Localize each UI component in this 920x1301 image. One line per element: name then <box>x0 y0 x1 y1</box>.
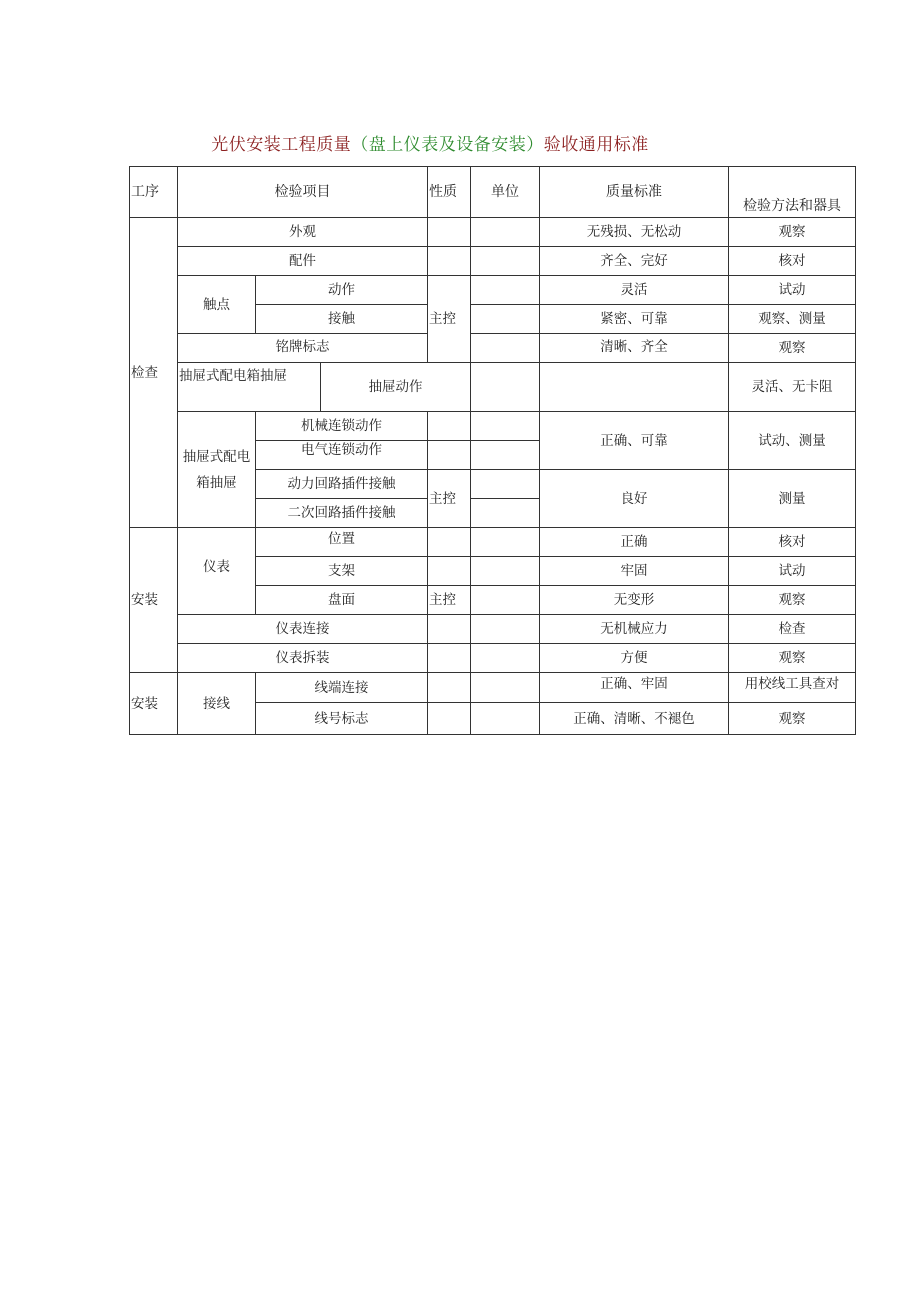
table-row <box>130 615 856 644</box>
group-drawer-box-2: 抽屉式配电箱抽屉 <box>178 412 256 528</box>
header-process: 工序 <box>130 167 178 218</box>
standard-cell: 灵活 <box>540 276 729 305</box>
acceptance-standard-table <box>129 166 856 735</box>
item-cell: 位置 <box>256 528 428 557</box>
group-instrument: 仪表 <box>178 528 256 615</box>
unit-cell <box>540 363 729 412</box>
group-contact: 触点 <box>178 276 256 334</box>
method-cell: 观察 <box>729 334 856 363</box>
nature-cell <box>428 673 471 703</box>
nature-cell <box>428 218 471 247</box>
nature-cell: 主控 <box>428 586 471 615</box>
item-cell: 仪表拆装 <box>178 644 428 673</box>
method-cell: 试动、测量 <box>729 412 856 470</box>
item-cell: 接触 <box>256 305 428 334</box>
header-nature: 性质 <box>428 167 471 218</box>
item-cell: 动作 <box>256 276 428 305</box>
method-cell: 观察、测量 <box>729 305 856 334</box>
header-unit: 单位 <box>471 167 540 218</box>
group-wiring: 接线 <box>178 673 256 735</box>
unit-cell <box>471 470 540 499</box>
standard-cell: 正确、清晰、不褪色 <box>540 703 729 735</box>
item-cell: 外观 <box>178 218 428 247</box>
standard-cell: 清晰、齐全 <box>540 334 729 363</box>
method-cell: 用校线工具查对 <box>729 673 856 703</box>
item-cell: 仪表连接 <box>178 615 428 644</box>
table-row <box>130 363 856 412</box>
table-row <box>130 673 856 703</box>
method-cell: 试动 <box>729 557 856 586</box>
nature-cell <box>428 247 471 276</box>
method-cell: 检查 <box>729 615 856 644</box>
standard-cell: 正确、可靠 <box>540 412 729 470</box>
standard-cell: 无残损、无松动 <box>540 218 729 247</box>
item-cell: 机械连锁动作 <box>256 412 428 441</box>
standard-cell: 方便 <box>540 644 729 673</box>
item-cell: 配件 <box>178 247 428 276</box>
item-cell: 盘面 <box>256 586 428 615</box>
nature-cell <box>428 441 471 470</box>
section-wiring: 安装 <box>130 673 178 735</box>
header-inspection-item: 检验项目 <box>178 167 428 218</box>
method-cell: 核对 <box>729 247 856 276</box>
unit-cell <box>471 218 540 247</box>
table-row <box>130 276 856 305</box>
unit-cell <box>471 528 540 557</box>
method-cell: 核对 <box>729 528 856 557</box>
nature-cell <box>428 557 471 586</box>
unit-cell <box>471 499 540 528</box>
method-cell: 测量 <box>729 470 856 528</box>
section-check: 检查 <box>130 218 178 528</box>
header-row <box>130 167 856 218</box>
nature-cell <box>428 703 471 735</box>
nature-cell <box>428 615 471 644</box>
item-cell: 抽屉动作 <box>321 363 471 412</box>
nature-cell <box>428 528 471 557</box>
nature-cell: 主控 <box>428 276 471 363</box>
table-row <box>130 247 856 276</box>
table-row <box>130 528 856 557</box>
unit-cell <box>471 644 540 673</box>
unit-cell <box>471 305 540 334</box>
table-row <box>130 644 856 673</box>
item-cell: 支架 <box>256 557 428 586</box>
title-part3: 验收通用标准 <box>543 135 649 155</box>
standard-cell: 良好 <box>540 470 729 528</box>
unit-cell <box>471 703 540 735</box>
nature-cell <box>471 363 540 412</box>
method-cell: 观察 <box>729 703 856 735</box>
unit-cell <box>471 276 540 305</box>
method-cell: 观察 <box>729 586 856 615</box>
unit-cell <box>471 441 540 470</box>
item-cell: 铭牌标志 <box>178 334 428 363</box>
nature-cell: 主控 <box>428 470 471 528</box>
method-cell: 观察 <box>729 218 856 247</box>
standard-cell: 紧密、可靠 <box>540 305 729 334</box>
unit-cell <box>471 586 540 615</box>
nature-cell <box>428 644 471 673</box>
header-method: 检验方法和器具 <box>729 167 856 218</box>
item-cell: 电气连锁动作 <box>256 441 428 470</box>
standard-cell: 齐全、完好 <box>540 247 729 276</box>
unit-cell <box>471 615 540 644</box>
page-title <box>0 130 860 155</box>
unit-cell <box>471 673 540 703</box>
unit-cell <box>471 412 540 441</box>
unit-cell <box>471 557 540 586</box>
title-part1: 光伏安装工程质量 <box>211 135 352 155</box>
standard-cell: 牢固 <box>540 557 729 586</box>
unit-cell <box>471 334 540 363</box>
nature-cell <box>428 412 471 441</box>
group-drawer-box: 抽屉式配电箱抽屉 <box>178 363 321 412</box>
unit-cell <box>471 247 540 276</box>
method-cell: 观察 <box>729 644 856 673</box>
item-cell: 线端连接 <box>256 673 428 703</box>
section-install: 安装 <box>130 528 178 673</box>
header-quality-standard: 质量标准 <box>540 167 729 218</box>
table-row <box>130 218 856 247</box>
item-cell: 二次回路插件接触 <box>256 499 428 528</box>
method-cell: 试动 <box>729 276 856 305</box>
title-part2: （盘上仪表及设备安装） <box>351 135 544 155</box>
standard-cell: 正确 <box>540 528 729 557</box>
item-cell: 动力回路插件接触 <box>256 470 428 499</box>
standard-cell: 无变形 <box>540 586 729 615</box>
standard-cell: 灵活、无卡阻 <box>729 363 856 412</box>
standard-cell: 无机械应力 <box>540 615 729 644</box>
item-cell: 线号标志 <box>256 703 428 735</box>
table-row <box>130 412 856 441</box>
table-row <box>130 334 856 363</box>
standard-cell: 正确、牢固 <box>540 673 729 703</box>
